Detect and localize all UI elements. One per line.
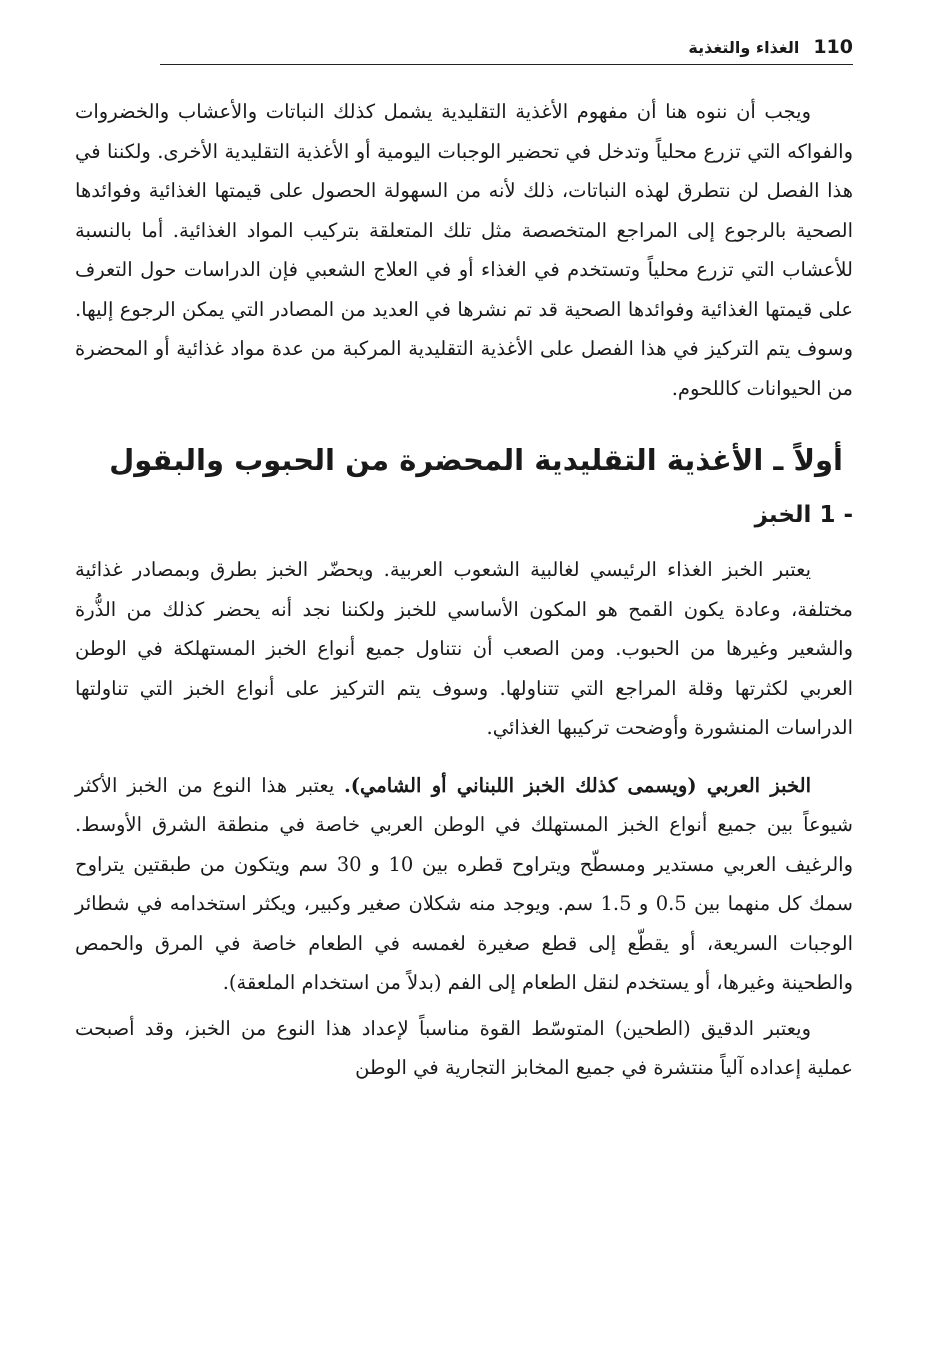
paragraph-arabic-bread [75,766,853,1003]
running-header [160,30,853,65]
subsection-title: الخبز [754,502,812,528]
subsection-number: 1 - [819,502,853,528]
arabic-bread-lead: الخبز العربي (ويسمى كذلك الخبز اللبناني أو الشامي). [344,773,811,797]
section-heading: أولاً ـ الأغذية التقليدية المحضرة من الحبوب والبقول [109,443,843,477]
page-number: 110 [813,36,853,58]
paragraph-intro: ويجب أن ننوه هنا أن مفهوم الأغذية التقليدية يشمل كذلك النباتات والأعشاب والخضروات والفواكه التي تزرع محلياً وتدخل في تحضير الوجبات اليومية أو الأغذية التقليدية الأخرى. ولكننا في هذا الفصل لن نتطرق لهذه النباتات، ذلك لأنه من السهولة الحصول على قيمتها الغذائية وفوائدها الصحية بالرجوع إلى المراجع المتخصصة مثل تلك المتعلقة بتركيب المواد الغذائية. أما بالنسبة للأعشاب التي تزرع محلياً وتستخدم في الغذاء أو في العلاج الشعبي فإن الدراسات حول التعرف على قيمتها الغذائية وفوائدها الصحية قد تم نشرها في العديد من المصادر التي يمكن الرجوع إليها. وسوف يتم التركيز في هذا الفصل على الأغذية التقليدية المركبة من عدة مواد غذائية أو المحضرة من الحيوانات كاللحوم. [75,100,853,400]
paragraph-gap [75,748,853,766]
paragraph-bread: يعتبر الخبز الغذاء الرئيسي لغالبية الشعوب العربية. ويحضّر الخبز بطرق وبمصادر غذائية مختلفة، وعادة يكون القمح هو المكون الأساسي للخبز ولكننا نجد أنه يحضر كذلك من الذُّرة والشعير وغيرها من الحبوب. ومن الصعب أن نتناول جميع أنواع الخبز المستهلكة في الوطن العربي لكثرتها وقلة المراجع التي تتناولها. وسوف يتم التركيز على أنواع الخبز التي تناولتها الدراسات المنشورة وأوضحت تركيبها الغذائي. [75,558,853,739]
arabic-bread-text: يعتبر هذا النوع من الخبز الأكثر شيوعاً بين جميع أنواع الخبز المستهلك في الوطن العربي خاصة في منطقة الشرق الأوسط. والرغيف العربي مستدير ومسطّح ويتراوح قطره بين 10 و 30 سم ويتكون من طبقتين يتراوح سمك كل منهما بين 0.5 و 1.5 سم. ويوجد منه شكلان صغير وكبير، ويكثر استخدامه في شطائر الوجبات السريعة، أو يقطّع إلى قطع صغيرة لغمسه في الطعام خاصة في المرق والحمص والطحينة وغيرها، أو يستخدم لنقل الطعام إلى الفم (بدلاً من استخدام الملعقة). [75,773,853,994]
page-content [75,92,853,1088]
subsection-heading [75,494,853,536]
running-title: الغذاء والتغذية [688,37,800,57]
paragraph-flour: ويعتبر الدقيق (الطحين) المتوسّط القوة مناسباً لإعداد هذا النوع من الخبز، وقد أصبحت عملية إعداده آلياً منتشرة في جميع المخابز التجارية في الوطن [75,1016,853,1079]
